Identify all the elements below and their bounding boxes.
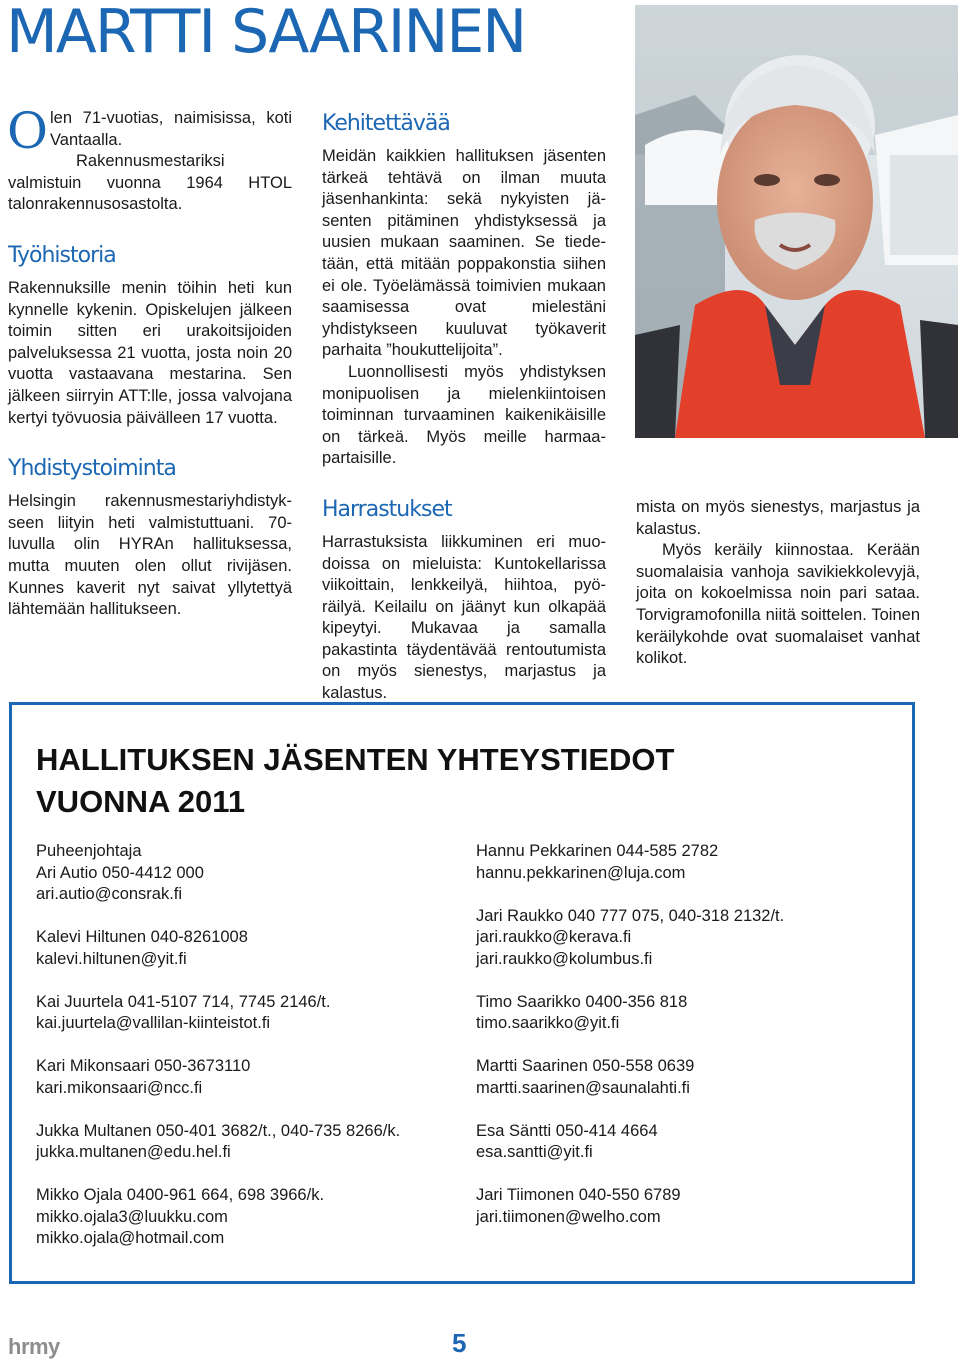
heading-yhdistystoiminta: Yhdistystoiminta (8, 456, 176, 482)
article-title: MARTTI SAARINEN (6, 0, 526, 67)
contact-email[interactable]: timo.saarikko@yit.fi (476, 1014, 620, 1032)
contact-email[interactable]: esa.santti@yit.fi (476, 1143, 593, 1161)
kehitettavaa-text-2: Luonnollisesti myös yhdistyksen monipuolisen ja mielenkiintoisen toiminnan turvaaminen kaikenikäisille on tärkeä. Myös meille harmaapartaisille. (322, 362, 606, 468)
contact-entry (36, 1056, 466, 1099)
contact-email[interactable]: kai.juurtela@vallilan-kiinteistot.fi (36, 1014, 271, 1032)
contact-name-phone: Mikko Ojala 0400-961 664, 698 3966/k. (36, 1186, 325, 1204)
harrastukset-text-1: Harrastuksista liikkuminen eri muodoissa on mieluista: Kuntokellarissa viikoittain, lenkkeilyä, hiihtoa, pyöräilyä. Keilailu on jäänyt kun olkapää kipeytyi. Mukavaa ja samalla pakastinta täydentävää rentoutumista on myös sienestys, marjastus ja kalastus. (322, 532, 606, 703)
contact-name-phone: Hannu Pekkarinen 044-585 2782 (476, 842, 719, 860)
yhdistystoiminta-text: Helsingin rakennusmestariyhdistykseen liityin heti valmistuttuani. 70-luvulla olin HYRAn hallituksessa, mutta muuten olen ollut rivijäsen. Kunnes kaverit nyt saivat yllytettyä lähtemään hallitukseen. (8, 492, 292, 619)
contact-entry (476, 1185, 896, 1228)
harrastukset-text-2: Myös keräily kiinnostaa. Kerään suomalaisia vanhoja savikiekkolevyjä, joita on kokoelmissa noin pari sataa. Torvigramofonilla niitä soittelen. Toinen keräilykohde ovat suomalaiset vanhat kolikot. (636, 541, 920, 668)
contact-email[interactable]: mikko.ojala3@luukku.com (36, 1207, 228, 1226)
contact-email[interactable]: martti.saarinen@saunalahti.fi (476, 1078, 690, 1097)
contacts-column-right (476, 841, 896, 1250)
contact-entry (36, 992, 466, 1035)
magazine-logo: hrmy (8, 1334, 60, 1359)
contact-entry (36, 1185, 466, 1250)
contact-email[interactable]: kari.mikonsaari@ncc.fi (36, 1078, 203, 1097)
contact-email-2[interactable]: mikko.ojala@hotmail.com (36, 1229, 225, 1247)
intro-text: len 71-vuotias, naimisissa, koti Vantaalla. (50, 109, 292, 149)
contact-email[interactable]: kalevi.hiltunen@yit.fi (36, 949, 187, 968)
intro-paragraph (7, 102, 292, 160)
kehitettavaa-text-1: Meidän kaikkien hallituksen jäsenten tärkeä tehtävä on ilman muuta jäsenhankinta: sekä nykyisten jäsenten pitäminen yhdistyksessä ja uusien mukaan saaminen. Se tiedetään, että mitään poppakonstia siihen ei ole. Työelämässä toimivien mukaan saamisessa ovat mielestäni yhdistykseen kuuluvat työkaverit parhaita ”houkuttelijoita”. (322, 147, 606, 360)
contacts-heading (36, 739, 674, 823)
contact-name-phone: Esa Säntti 050-414 4664 (476, 1121, 658, 1140)
heading-tyohistoria: Työhistoria (8, 242, 116, 268)
contact-entry (36, 1121, 466, 1164)
contacts-heading-line-2: VUONNA 2011 (36, 784, 246, 819)
column-1 (7, 102, 292, 621)
drop-cap: O (7, 102, 48, 160)
contact-email[interactable]: jukka.multanen@edu.hel.fi (36, 1143, 231, 1161)
contact-name-phone: Kalevi Hiltunen 040-8261008 (36, 928, 248, 946)
column-2 (322, 108, 606, 703)
contacts-column-left (36, 841, 466, 1271)
contact-email-2[interactable]: jari.raukko@kolumbus.fi (476, 949, 653, 968)
contact-entry (476, 841, 896, 884)
contact-name-phone: Jukka Multanen 050-401 3682/t., 040-735 8266/k. (36, 1121, 401, 1140)
contact-name-phone: Jari Tiimonen 040-550 6789 (476, 1186, 681, 1204)
contact-name-phone: Kari Mikonsaari 050-3673110 (36, 1057, 251, 1075)
portrait-photo (635, 5, 958, 438)
contact-entry (36, 927, 466, 970)
contact-entry (476, 906, 896, 971)
contact-name-phone: Timo Saarikko 0400-356 818 (476, 992, 688, 1011)
contact-name-phone: Jari Raukko 040 777 075, 040-318 2132/t. (476, 906, 785, 925)
contact-email[interactable]: jari.tiimonen@welho.com (476, 1207, 661, 1226)
contact-entry (476, 992, 896, 1035)
contact-name-phone: Kai Juurtela 041-5107 714, 7745 2146/t. (36, 992, 331, 1011)
contact-entry (476, 1121, 896, 1164)
contact-entry (36, 841, 466, 906)
contact-name-phone: Ari Autio 050-4412 000 (36, 863, 204, 882)
contacts-heading-line-1: HALLITUKSEN JÄSENTEN YHTEYSTIEDOT (36, 742, 675, 777)
contact-role: Puheenjohtaja (36, 842, 142, 860)
heading-kehitettavaa: Kehitettävää (322, 111, 450, 136)
heading-harrastukset: Harrastukset (322, 496, 452, 522)
contact-email[interactable]: ari.autio@consrak.fi (36, 885, 183, 903)
contact-email[interactable]: jari.raukko@kerava.fi (476, 928, 632, 946)
page-number: 5 (452, 1328, 467, 1358)
contact-entry (476, 1056, 896, 1099)
board-contacts-box (9, 702, 915, 1284)
contact-email[interactable]: hannu.pekkarinen@luja.com (476, 863, 686, 882)
harrastukset-continuation: mista on myös sienestys, marjastus ja kalastus. (636, 498, 920, 538)
tyohistoria-text: Rakennuksille menin töihin heti kun kynnelle kykenin. Opiskelujen jälkeen toimin sitten eri urakoitsijoiden palveluksessa 21 vuotta, josta noin 20 vuotta vastaavana mestarina. Sen jälkeen siirryin ATT:lle, jossa valvojana kertyi työvuosia päivälleen 17 vuotta. (8, 278, 292, 427)
column-3 (636, 497, 920, 670)
contact-name-phone: Martti Saarinen 050-558 0639 (476, 1057, 695, 1075)
intro-paragraph-2: Rakennusmestariksi valmistuin vuonna 1964 HTOL talonrakennusosastolta. (8, 152, 292, 214)
